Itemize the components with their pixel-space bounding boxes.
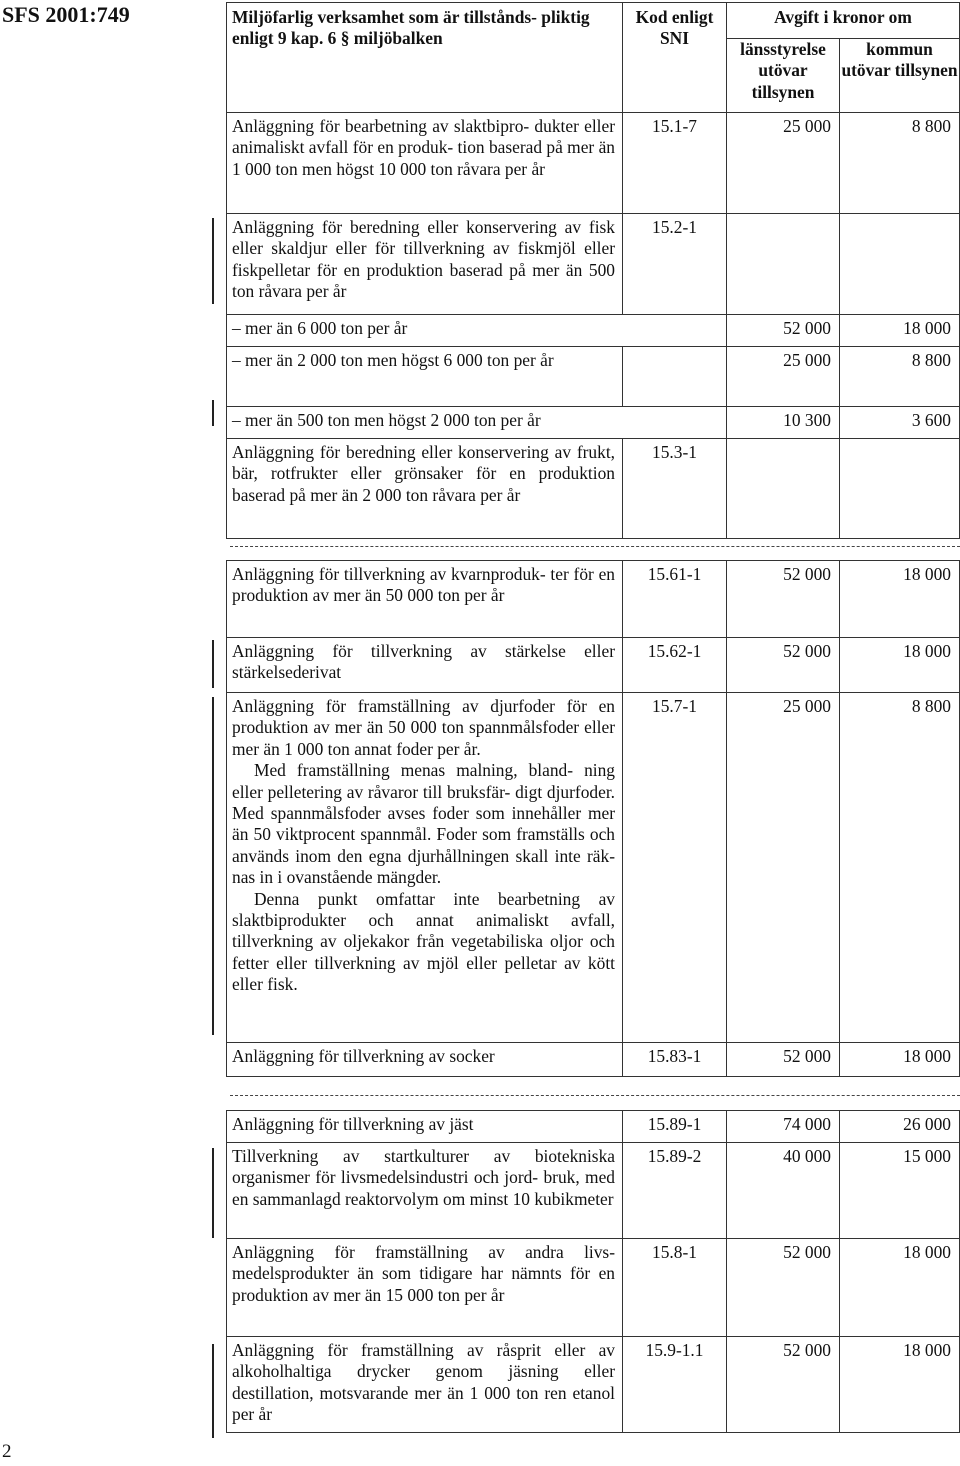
fee-lansstyrelse: 25 000	[727, 347, 840, 407]
fee-table-part-2	[226, 560, 960, 1077]
fee-lansstyrelse: 52 000	[727, 1043, 840, 1077]
table-row	[227, 214, 960, 315]
fee-kommun: 18 000	[840, 561, 960, 638]
header-lansstyrelse: länsstyrelse utövar tillsynen	[727, 39, 840, 113]
fee-kommun: 18 000	[840, 1043, 960, 1077]
fee-lansstyrelse: 25 000	[727, 693, 840, 1043]
table-row	[227, 1043, 960, 1077]
fee-kommun: 8 800	[840, 693, 960, 1043]
fee-kommun: 3 600	[840, 407, 960, 439]
sni-code: 15.9-1.1	[623, 1337, 727, 1433]
change-bar	[212, 400, 214, 426]
activity-text: Tillverkning av startkulturer av biotekniska organismer för livsmedelsindustri och jord- bruk, med en sammanlagd reaktorvolym om minst 10 kubikmeter	[227, 1143, 623, 1239]
header-activity: Miljöfarlig verksamhet som är tillstånds- pliktig enligt 9 kap. 6 § miljöbalken	[227, 3, 623, 113]
fee-kommun: 18 000	[840, 1239, 960, 1337]
fee-table-part-3	[226, 1110, 960, 1433]
fee-kommun: 15 000	[840, 1143, 960, 1239]
sni-code: 15.83-1	[623, 1043, 727, 1077]
change-bar	[212, 1148, 214, 1238]
change-bar	[212, 1344, 214, 1438]
fee-lansstyrelse: 52 000	[727, 1239, 840, 1337]
fee-lansstyrelse: 25 000	[727, 113, 840, 214]
fee-table-part-1	[226, 2, 960, 539]
activity-text	[227, 693, 623, 1043]
activity-text: Anläggning för framställning av andra livs- medelsprodukter än som tidigare har nämnts för en produktion av mer än 15 000 ton per år	[227, 1239, 623, 1337]
activity-note: Denna punkt omfattar inte bearbetning av slaktbiprodukter och annat animaliskt avfall, tillverkning av oljekakor från vegetabiliska oljor och fetter eller tillverkning av mjöl eller pelletar av kött eller fisk.	[232, 888, 615, 995]
change-bar	[212, 218, 214, 304]
activity-subitem: – mer än 6 000 ton per år	[227, 315, 727, 347]
fee-lansstyrelse: 52 000	[727, 561, 840, 638]
activity-subitem: – mer än 2 000 ton men högst 6 000 ton per år	[227, 347, 623, 407]
change-bar	[212, 640, 214, 688]
fee-kommun: 18 000	[840, 638, 960, 693]
activity-text: Anläggning för tillverkning av socker	[227, 1043, 623, 1077]
activity-text: Anläggning för tillverkning av jäst	[227, 1111, 623, 1143]
page-number: 2	[2, 1441, 12, 1462]
table-row	[227, 113, 960, 214]
fee-kommun: 18 000	[840, 315, 960, 347]
sni-code: 15.89-2	[623, 1143, 727, 1239]
activity-main-text: Anläggning för framställning av djurfoder för en produktion av mer än 50 000 ton spannmålsfoder eller mer än 1 000 ton annat foder per år.	[232, 696, 615, 759]
section-separator	[230, 1095, 960, 1096]
table-row	[227, 1111, 960, 1143]
fee-kommun: 8 800	[840, 347, 960, 407]
table-row	[227, 1239, 960, 1337]
fee-kommun	[840, 439, 960, 539]
fee-lansstyrelse	[727, 214, 840, 315]
activity-text: Anläggning för beredning eller konservering av frukt, bär, rotfrukter eller grönsaker för en produktion baserad på mer än 2 000 ton råvara per år	[227, 439, 623, 539]
fee-lansstyrelse: 52 000	[727, 315, 840, 347]
sfs-number: SFS 2001:749	[2, 2, 130, 27]
sni-code	[623, 347, 727, 407]
fee-lansstyrelse: 74 000	[727, 1111, 840, 1143]
sni-code: 15.89-1	[623, 1111, 727, 1143]
activity-text: Anläggning för tillverkning av stärkelse eller stärkelsederivat	[227, 638, 623, 693]
table-row	[227, 693, 960, 1043]
sni-code: 15.1-7	[623, 113, 727, 214]
section-separator	[230, 546, 960, 547]
sni-code: 15.7-1	[623, 693, 727, 1043]
sni-code: 15.61-1	[623, 561, 727, 638]
fee-lansstyrelse: 40 000	[727, 1143, 840, 1239]
header-sni-code: Kod enligt SNI	[623, 3, 727, 113]
table-row	[227, 439, 960, 539]
header-fee-group: Avgift i kronor om	[727, 3, 960, 39]
fee-lansstyrelse: 10 300	[727, 407, 840, 439]
table-row	[227, 1143, 960, 1239]
activity-text: Anläggning för beredning eller konservering av fisk eller skaldjur eller för tillverkning av fiskmjöl eller fiskpelletar för en produktion baserad på mer än 500 ton råvara per år	[227, 214, 623, 315]
header-kommun: kommun utövar tillsynen	[840, 39, 960, 113]
table-row	[227, 347, 960, 407]
fee-kommun: 8 800	[840, 113, 960, 214]
table-row	[227, 1337, 960, 1433]
activity-text: Anläggning för bearbetning av slaktbipro- dukter eller animaliskt avfall för en produk- tion baserad på mer än 1 000 ton men högst 10 000 ton råvara per år	[227, 113, 623, 214]
fee-kommun	[840, 214, 960, 315]
fee-lansstyrelse: 52 000	[727, 638, 840, 693]
fee-kommun: 18 000	[840, 1337, 960, 1433]
table-row	[227, 315, 960, 347]
sni-code: 15.62-1	[623, 638, 727, 693]
sni-code: 15.3-1	[623, 439, 727, 539]
table-row	[227, 638, 960, 693]
change-bar	[212, 697, 214, 1035]
activity-text: Anläggning för framställning av råsprit eller av alkoholhaltiga drycker genom jäsning eller destillation, motsvarande mer än 1 000 ton ren etanol per år	[227, 1337, 623, 1433]
fee-lansstyrelse	[727, 439, 840, 539]
activity-subitem: – mer än 500 ton men högst 2 000 ton per år	[227, 407, 727, 439]
activity-text: Anläggning för tillverkning av kvarnproduk- ter för en produktion av mer än 50 000 ton per år	[227, 561, 623, 638]
fee-kommun: 26 000	[840, 1111, 960, 1143]
sni-code: 15.2-1	[623, 214, 727, 315]
table-row	[227, 407, 960, 439]
activity-note: Med framställning menas malning, bland- ning eller pelletering av råvaror till bruksfär- digt djurfoder. Med spannmålsfoder avses foder som innehåller mer än 50 viktprocent spannmål. Foder som framställs och används inom den egna djurhållningen skall inte räk- nas in i ovanstående mängder.	[232, 760, 615, 888]
table-row	[227, 561, 960, 638]
fee-lansstyrelse: 52 000	[727, 1337, 840, 1433]
sni-code: 15.8-1	[623, 1239, 727, 1337]
